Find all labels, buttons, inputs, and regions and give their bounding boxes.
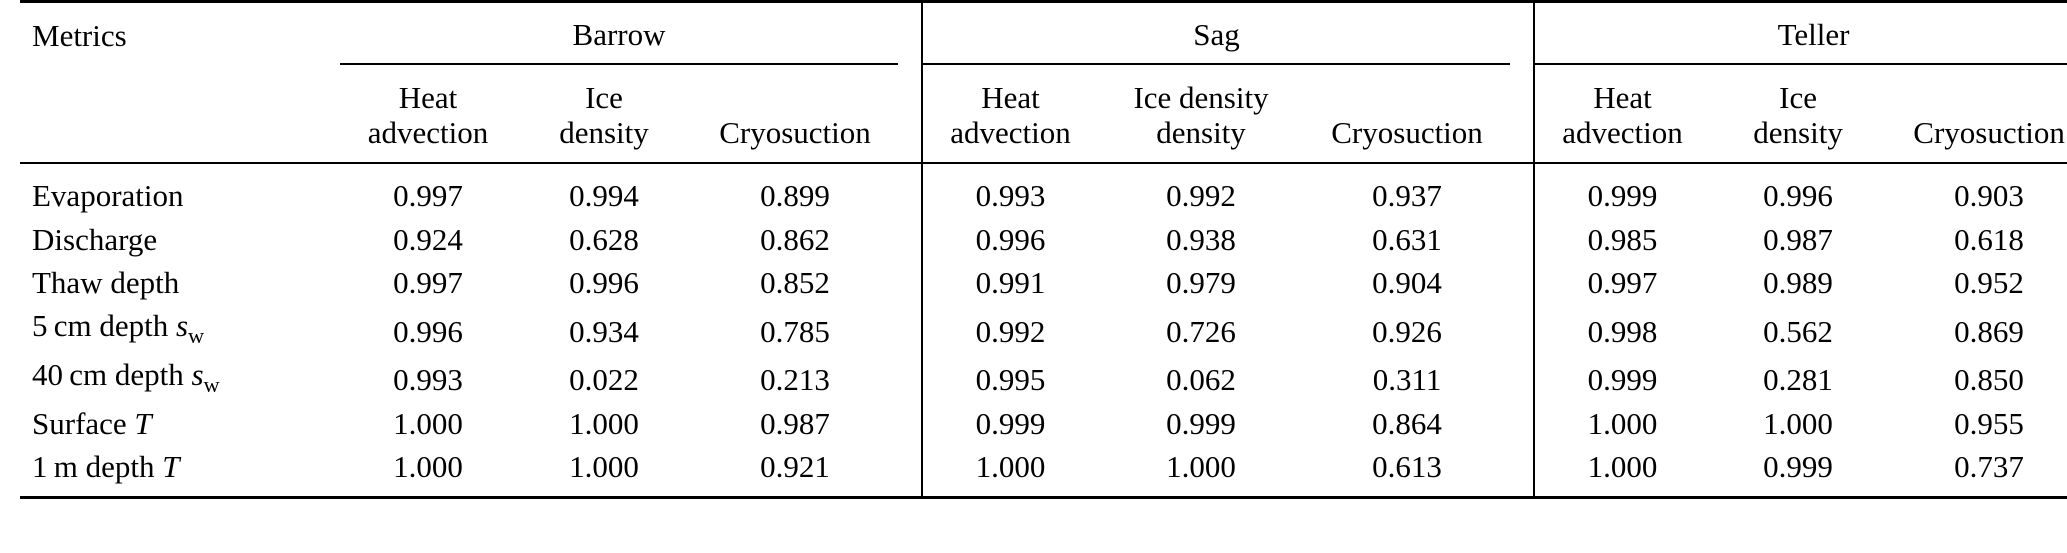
subheader-line2: density — [1753, 114, 1843, 150]
cell-value: 0.993 — [922, 163, 1098, 217]
cell-value: 0.924 — [393, 221, 463, 257]
cell-value: 0.899 — [760, 178, 830, 214]
cell-value: 0.999 — [1710, 445, 1886, 498]
cell-value: 0.987 — [760, 405, 830, 441]
cell-value: 0.869 — [1954, 313, 2024, 349]
row-separator-2 — [1510, 304, 1534, 353]
row-separator-1 — [898, 402, 922, 445]
subheader-line1: Ice density — [1133, 80, 1269, 115]
cell-value: 0.955 — [1954, 405, 2024, 441]
cell-value: 0.631 — [1372, 221, 1442, 257]
cell-value: 1.000 — [1763, 405, 1833, 441]
subheader-spacer — [20, 64, 340, 163]
group-header-teller: Teller — [1534, 2, 2067, 65]
cell-value: 0.852 — [760, 265, 830, 301]
cell-value: 0.726 — [1166, 313, 1236, 349]
subheader-teller-ice-density — [1710, 64, 1886, 163]
cell-value: 1.000 — [1534, 445, 1710, 498]
cell-value: 0.985 — [1534, 218, 1710, 261]
cell-value: 0.992 — [922, 304, 1098, 353]
cell-value: 0.996 — [393, 313, 463, 349]
cell-value: 0.993 — [393, 362, 463, 398]
row-label: 1 m depth T — [20, 445, 340, 498]
table-row — [20, 218, 2067, 261]
cell-value: 0.995 — [922, 353, 1098, 402]
subheader-sag-ice-density — [1098, 64, 1304, 163]
row-separator-2 — [1510, 218, 1534, 261]
cell-value: 1.000 — [340, 445, 516, 498]
subheader-line1: Cryosuction — [1331, 114, 1483, 150]
subheader-line1: Heat — [1593, 80, 1652, 115]
subheader-line1: Cryosuction — [719, 114, 871, 150]
cell-value: 0.937 — [1372, 178, 1442, 214]
cell-value: 0.213 — [760, 362, 830, 398]
cell-value: 0.996 — [569, 265, 639, 301]
cell-value: 0.934 — [569, 313, 639, 349]
row-label: 40 cm depth $s_w$ — [32, 357, 220, 398]
row-separator-1 — [898, 163, 922, 217]
cell-value: 0.938 — [1166, 221, 1236, 257]
cell-value: 0.613 — [1304, 445, 1510, 498]
cell-value: 0.618 — [1954, 221, 2024, 257]
group-header-sag: Sag — [922, 2, 1510, 65]
cell-value: 0.999 — [1534, 163, 1710, 217]
row-label: 5 cm depth $s_w$ — [32, 308, 205, 349]
subheader-line2: density — [559, 114, 649, 150]
subheader-line1: Ice — [585, 80, 623, 115]
subheader-line1: Cryosuction — [1913, 114, 2065, 150]
subheader-separator-1 — [898, 64, 922, 163]
cell-value: 0.987 — [1763, 221, 1833, 257]
metrics-table — [20, 0, 2067, 499]
table-header — [20, 2, 2067, 164]
table-row — [20, 261, 2067, 304]
cell-value: 0.862 — [760, 221, 830, 257]
cell-value: 0.628 — [569, 221, 639, 257]
cell-value: 0.979 — [1166, 265, 1236, 301]
subheader-barrow-ice-density — [516, 64, 692, 163]
metrics-column-header: Metrics — [20, 2, 340, 65]
cell-value: 0.785 — [760, 313, 830, 349]
row-separator-1 — [898, 445, 922, 498]
cell-value: 0.999 — [1534, 353, 1710, 402]
cell-value: 0.999 — [1166, 405, 1236, 441]
cell-value: 0.864 — [1372, 405, 1442, 441]
subheader-row — [20, 64, 2067, 163]
table-body — [20, 163, 2067, 497]
cell-value: 0.022 — [569, 362, 639, 398]
row-separator-2 — [1510, 261, 1534, 304]
group-separator-2 — [1510, 2, 1534, 65]
table-row — [20, 163, 2067, 217]
subheader-separator-2 — [1510, 64, 1534, 163]
subheader-line2: advection — [950, 114, 1071, 150]
subheader-line1: Heat — [398, 80, 458, 115]
cell-value: 0.952 — [1954, 265, 2024, 301]
row-label: Surface T — [32, 405, 152, 441]
cell-value: 0.926 — [1372, 313, 1442, 349]
row-label: Evaporation — [32, 178, 184, 214]
table-row — [20, 402, 2067, 445]
cell-value: 0.281 — [1763, 362, 1833, 398]
subheader-teller-heat-advection — [1534, 64, 1710, 163]
row-separator-2 — [1510, 445, 1534, 498]
table-row — [20, 445, 2067, 498]
cell-value: 0.997 — [393, 265, 463, 301]
group-header-row — [20, 2, 2067, 65]
cell-value: 0.850 — [1954, 362, 2024, 398]
row-separator-1 — [898, 353, 922, 402]
cell-value: 0.903 — [1954, 178, 2024, 214]
row-separator-2 — [1510, 402, 1534, 445]
row-separator-1 — [898, 261, 922, 304]
cell-value: 0.921 — [692, 445, 898, 498]
cell-value: 0.562 — [1763, 313, 1833, 349]
cell-value: 0.998 — [1534, 304, 1710, 353]
cell-value: 0.997 — [393, 178, 463, 214]
subheader-line1: Ice — [1779, 80, 1817, 115]
subheader-teller-cryosuction — [1886, 64, 2067, 163]
cell-value: 1.000 — [393, 405, 463, 441]
cell-value: 0.062 — [1166, 362, 1236, 398]
cell-value: 1.000 — [1534, 402, 1710, 445]
cell-value: 1.000 — [922, 445, 1098, 498]
row-separator-1 — [898, 304, 922, 353]
subheader-barrow-cryosuction — [692, 64, 898, 163]
row-separator-1 — [898, 218, 922, 261]
table-row — [20, 353, 2067, 402]
cell-value: 0.991 — [922, 261, 1098, 304]
row-separator-2 — [1510, 353, 1534, 402]
subheader-sag-cryosuction — [1304, 64, 1510, 163]
cell-value: 1.000 — [1098, 445, 1304, 498]
subheader-line2: advection — [367, 114, 489, 150]
subheader-line2: density — [1156, 114, 1246, 150]
cell-value: 0.992 — [1166, 178, 1236, 214]
cell-value: 0.311 — [1372, 362, 1442, 398]
group-separator-1 — [898, 2, 922, 65]
subheader-line2: advection — [1562, 114, 1683, 150]
cell-value: 0.997 — [1534, 261, 1710, 304]
subheader-barrow-heat-advection — [340, 64, 516, 163]
subheader-sag-heat-advection — [922, 64, 1098, 163]
cell-value: 1.000 — [516, 445, 692, 498]
cell-value: 0.994 — [569, 178, 639, 214]
row-label: Thaw depth — [32, 265, 180, 301]
cell-value: 1.000 — [569, 405, 639, 441]
cell-value: 0.999 — [922, 402, 1098, 445]
cell-value: 0.989 — [1763, 265, 1833, 301]
cell-value: 0.996 — [1763, 178, 1833, 214]
table-row — [20, 304, 2067, 353]
subheader-line1: Heat — [981, 80, 1040, 115]
row-separator-2 — [1510, 163, 1534, 217]
cell-value: 0.904 — [1372, 265, 1442, 301]
row-label: Discharge — [32, 221, 158, 257]
cell-value: 0.996 — [922, 218, 1098, 261]
cell-value: 0.737 — [1886, 445, 2067, 498]
group-header-barrow: Barrow — [340, 2, 898, 65]
